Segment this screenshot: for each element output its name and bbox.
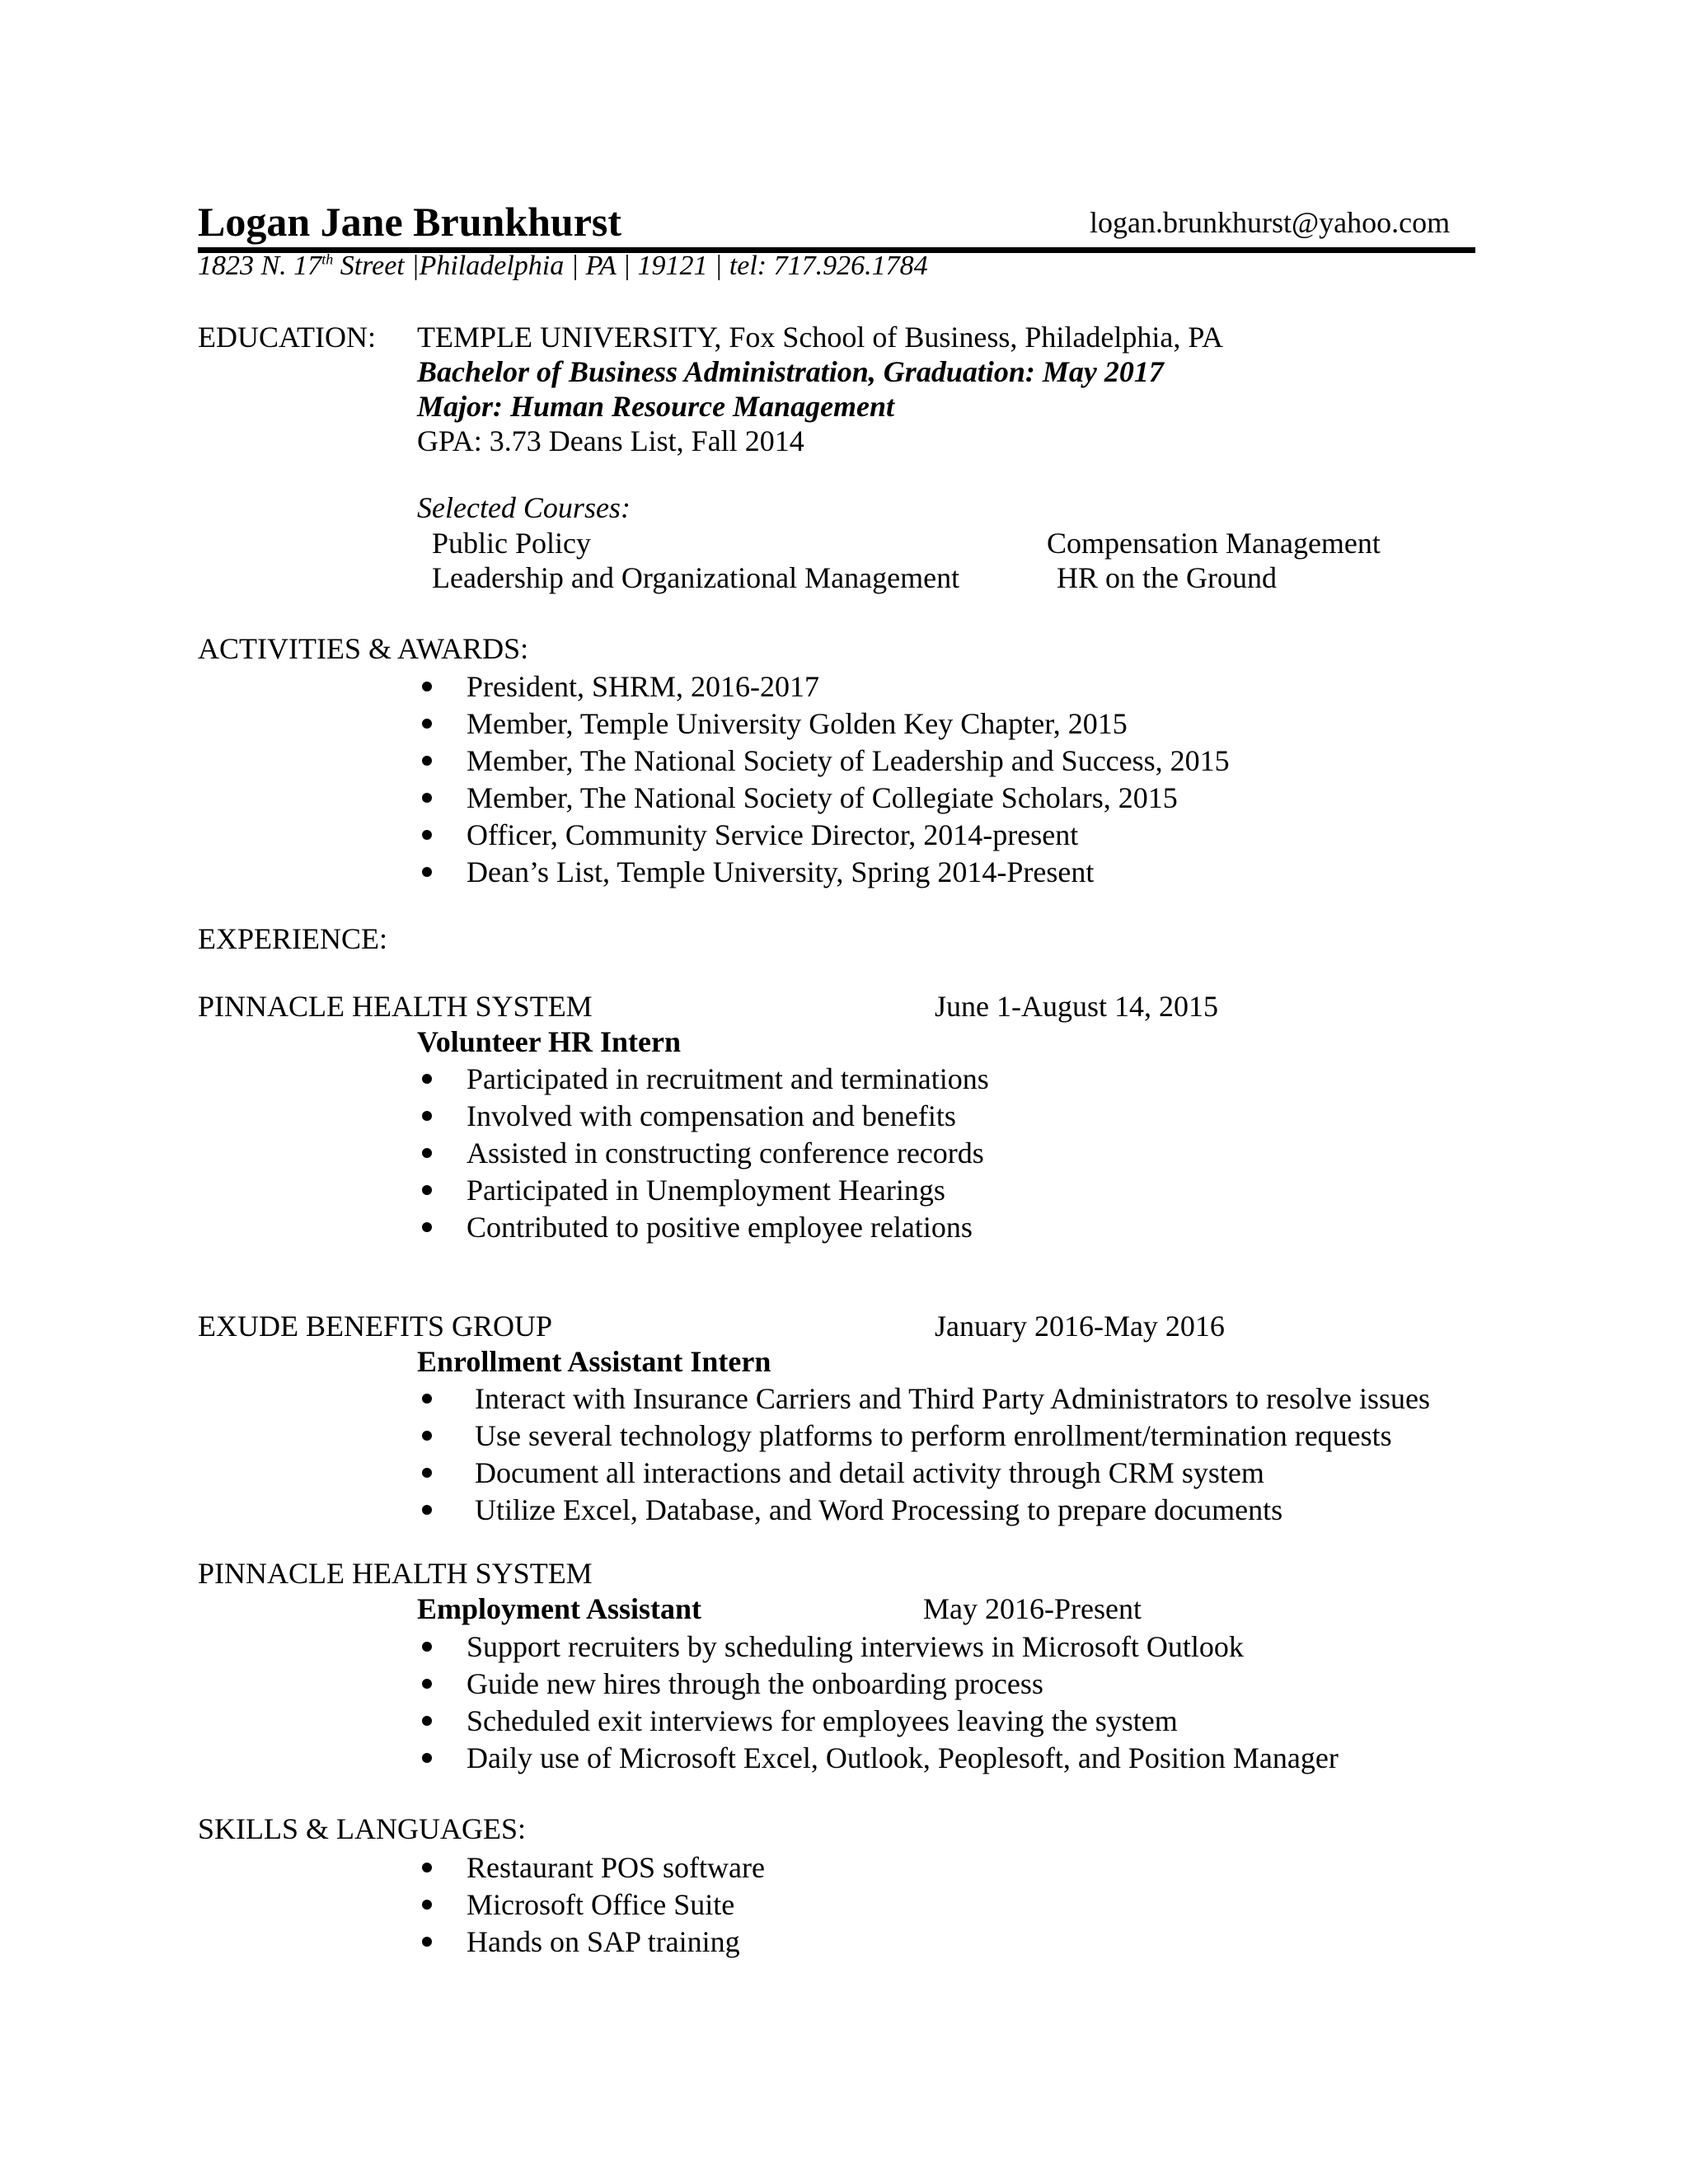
list-item-text: Member, Temple University Golden Key Chapter, 2015 bbox=[467, 707, 1128, 740]
list-item-text: Scheduled exit interviews for employees leaving the system bbox=[467, 1704, 1178, 1737]
education-heading: EDUCATION: bbox=[198, 321, 376, 354]
bullet-icon bbox=[422, 1074, 432, 1084]
course-item: Public Policy bbox=[432, 527, 592, 560]
list-item-text: Restaurant POS software bbox=[467, 1851, 765, 1884]
address-start: 1823 N. 17 bbox=[198, 251, 322, 281]
job-dates: June 1-August 14, 2015 bbox=[935, 990, 1218, 1023]
list-item-text: Document all interactions and detail activity through CRM system bbox=[475, 1456, 1264, 1489]
email-address: logan.brunkhurst@yahoo.com bbox=[1090, 206, 1451, 239]
job-dates: May 2016-Present bbox=[923, 1592, 1142, 1625]
list-item-text: President, SHRM, 2016-2017 bbox=[467, 670, 820, 703]
bullet-icon bbox=[422, 1863, 432, 1872]
bullet-icon bbox=[422, 1431, 432, 1441]
list-item-text: Member, The National Society of Collegiate Scholars, 2015 bbox=[467, 781, 1178, 814]
list-item-text: Guide new hires through the onboarding process bbox=[467, 1667, 1043, 1700]
education-degree: Bachelor of Business Administration, Graduation: May 2017 bbox=[417, 355, 1164, 388]
job-employer: PINNACLE HEALTH SYSTEM bbox=[198, 990, 593, 1023]
job-title: Volunteer HR Intern bbox=[417, 1025, 682, 1058]
education-gpa: GPA: 3.73 Deans List, Fall 2014 bbox=[417, 424, 804, 457]
bullet-icon bbox=[422, 1753, 432, 1763]
bullet-icon bbox=[422, 1394, 432, 1404]
bullet-icon bbox=[422, 1505, 432, 1515]
course-item: Leadership and Organizational Management bbox=[432, 561, 960, 594]
list-item-text: Participated in Unemployment Hearings bbox=[467, 1174, 945, 1207]
job-employer: PINNACLE HEALTH SYSTEM bbox=[198, 1557, 593, 1590]
list-item-text: Interact with Insurance Carriers and Third Party Administrators to resolve issues bbox=[475, 1382, 1431, 1415]
bullet-icon bbox=[422, 867, 432, 877]
bullet-icon bbox=[422, 1468, 432, 1478]
list-item-text: Support recruiters by scheduling interviews in Microsoft Outlook bbox=[467, 1630, 1244, 1663]
bullet-icon bbox=[422, 793, 432, 803]
bullet-icon bbox=[422, 682, 432, 691]
list-item-text: Member, The National Society of Leadership and Success, 2015 bbox=[467, 744, 1230, 777]
course-item: HR on the Ground bbox=[1057, 561, 1277, 594]
list-item-text: Dean’s List, Temple University, Spring 2014-Present bbox=[467, 855, 1095, 888]
candidate-name: Logan Jane Brunkhurst bbox=[198, 199, 622, 245]
activities-heading: ACTIVITIES & AWARDS: bbox=[198, 632, 529, 665]
list-item-text: Involved with compensation and benefits bbox=[467, 1099, 956, 1132]
job-dates: January 2016-May 2016 bbox=[935, 1310, 1225, 1343]
list-item-text: Utilize Excel, Database, and Word Processing to prepare documents bbox=[475, 1493, 1283, 1526]
list-item-text: Contributed to positive employee relations bbox=[467, 1211, 973, 1244]
job-title: Enrollment Assistant Intern bbox=[417, 1345, 771, 1378]
list-item-text: Officer, Community Service Director, 2014-present bbox=[467, 818, 1079, 851]
bullet-icon bbox=[422, 1148, 432, 1158]
bullet-icon bbox=[422, 756, 432, 766]
job-title: Employment Assistant bbox=[417, 1592, 702, 1625]
list-item-text: Participated in recruitment and terminations bbox=[467, 1062, 989, 1095]
list-item-text: Assisted in constructing conference records bbox=[467, 1137, 984, 1169]
bullet-icon bbox=[422, 1642, 432, 1652]
job-employer: EXUDE BENEFITS GROUP bbox=[198, 1310, 553, 1343]
address-superscript: th bbox=[321, 251, 334, 268]
bullet-icon bbox=[422, 719, 432, 729]
address-line bbox=[198, 252, 928, 280]
education-school: TEMPLE UNIVERSITY, Fox School of Business, Philadelphia, PA bbox=[417, 321, 1224, 354]
bullet-icon bbox=[422, 1111, 432, 1121]
list-item-text: Daily use of Microsoft Excel, Outlook, Peoplesoft, and Position Manager bbox=[467, 1741, 1339, 1774]
address-rest: Street |Philadelphia | PA | 19121 | tel: 717.926.1784 bbox=[333, 251, 928, 281]
list-item-text: Microsoft Office Suite bbox=[467, 1888, 735, 1921]
education-major: Major: Human Resource Management bbox=[417, 390, 895, 423]
bullet-icon bbox=[422, 1222, 432, 1232]
list-item-text: Use several technology platforms to perform enrollment/termination requests bbox=[475, 1419, 1392, 1452]
bullet-icon bbox=[422, 830, 432, 840]
skills-heading: SKILLS & LANGUAGES: bbox=[198, 1812, 527, 1845]
bullet-icon bbox=[422, 1716, 432, 1726]
bullet-icon bbox=[422, 1185, 432, 1195]
experience-heading: EXPERIENCE: bbox=[198, 922, 387, 955]
course-item: Compensation Management bbox=[1047, 527, 1381, 560]
bullet-icon bbox=[422, 1937, 432, 1947]
bullet-icon bbox=[422, 1900, 432, 1910]
bullet-icon bbox=[422, 1679, 432, 1689]
list-item-text: Hands on SAP training bbox=[467, 1925, 740, 1958]
courses-heading: Selected Courses: bbox=[417, 491, 631, 524]
